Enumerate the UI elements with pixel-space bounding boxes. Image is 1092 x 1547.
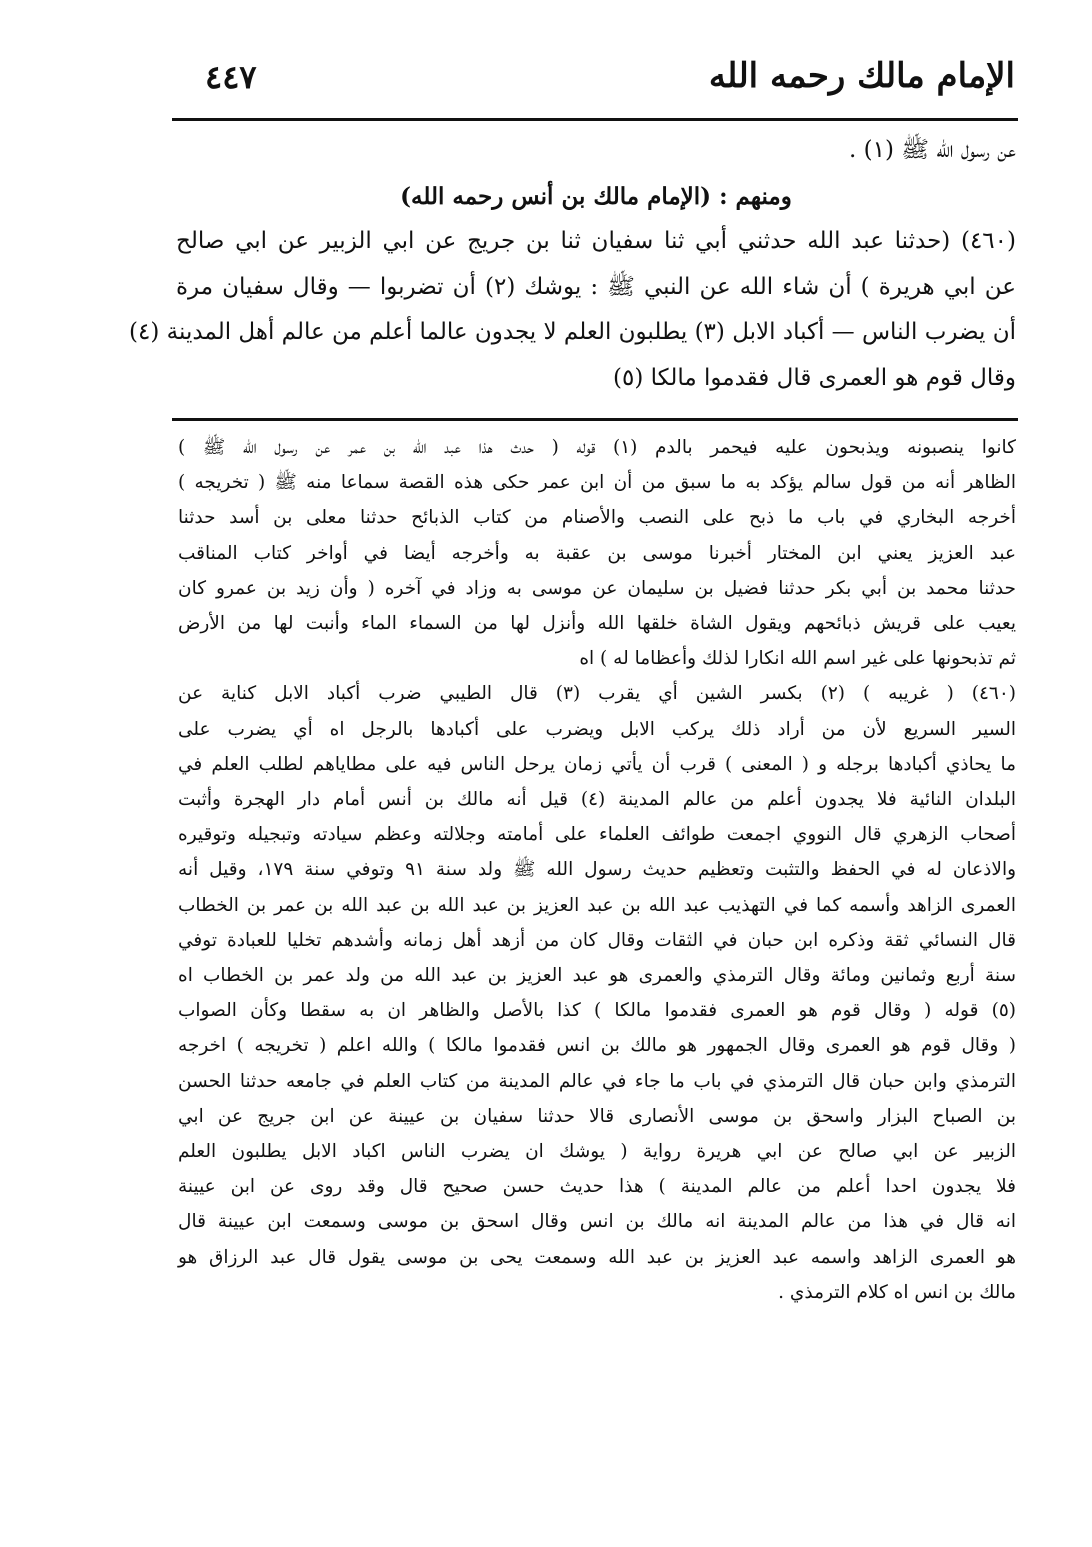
note-line: الظاهر أنه من قول سالم يؤكد به ما سبق من أن ابن عمر حكى هذه القصة سماعا منه ﷺ ( تخريجه ): [178, 472, 1016, 494]
note-line: أخرجه البخاري في باب ما ذبح على النصب والأصنام من كتاب الذبائح حدثنا معلى بن أسد حدثنا: [178, 507, 1016, 529]
note-line: والاذعان له في الحفظ والتثبت وتعظيم حديث رسول الله ﷺ ولد سنة ٩١ وتوفي سنة ١٧٩، وقيل أنه: [178, 859, 1017, 881]
note-line: العمرى الزاهد وأسمه كما في التهذيب عبد الله بن عبد العزيز بن عبد الله بن عبد الله بن عمر بن الخطاب: [178, 894, 1016, 916]
running-title: الإمام مالك رحمه الله: [708, 56, 1015, 96]
note-line: قال النسائي ثقة وذكره ابن حبان في الثقات وقال كان من أزهد أهل زمانه وأشدهم تخليا للعبادة توفي: [178, 929, 1016, 951]
note-line: سنة أربع وثمانين ومائة وقال الترمذي والعمرى هو عبد العزيز بن عبد الله من ولد عمر بن الخطاب اه: [178, 965, 1016, 987]
note-line: هو العمرى الزاهد واسمه عبد العزيز بن عبد الله وسمعت يحى بن موسى يقول قال عبد الرزاق هو: [178, 1246, 1016, 1268]
note-line: (٥) قوله ( وقال قوم هو العمرى فقدموا مالكا ) كذا بالأصل والظاهر ان به سقطا وكأن الصواب: [178, 1000, 1016, 1022]
note-line: السير السريع لأن من أراد ذلك يركب الابل ويضرب على أكبادها بالرجل اه أي يضرب على: [178, 718, 1016, 740]
footnote-divider: [172, 418, 1018, 421]
note-line: الزبير عن ابي صالح عن ابي هريرة رواية ( يوشك ان يضرب الناس اكباد الابل يطلبون العلم: [178, 1141, 1016, 1163]
note-line: ( وقال قوم هو العمرى وقال الجمهور هو مالك بن انس فقدموا مالكا ) والله اعلم ( تخريجه ) اخرجه: [178, 1035, 1016, 1057]
note-line: الترمذي وابن حبان قال الترمذي في باب ما جاء في عالم المدينة من كتاب العلم في جامعه حدثنا الحسن: [178, 1070, 1016, 1092]
note-line: حدثنا محمد بن أبي بكر حدثنا فضيل بن سليمان عن موسى به وزاد في آخره ( وأن زيد بن عمرو كان: [178, 577, 1016, 599]
main-line: أن يضرب الناس — أكباد الابل (٣) يطلبون العلم لا يجدون عالما أعلم من عالم أهل المدينة (٤): [129, 319, 1016, 345]
page-header: [175, 52, 1015, 104]
main-line: وقال قوم هو العمرى قال فقدموا مالكا (٥): [613, 364, 1016, 391]
header-divider: [172, 118, 1018, 121]
section-heading: ومنهم : (الإمام مالك بن أنس رحمه الله): [400, 182, 792, 210]
note-line: بن الصباح البزار واسحق بن موسى الأنصارى قالا حدثنا سفيان بن عيينة عن ابن جريج عن ابي: [178, 1105, 1016, 1127]
note-line: فلا يجدون احدا أعلم من عالم المدينة ) هذا حديث حسن صحيح قال وقد روى عن ابن عيينة: [178, 1176, 1016, 1198]
note-line: يعيب على قريش ذبائحهم ويقول الشاة خلقها الله وأنزل لها من السماء الماء وأنبت لها من الأرض: [178, 613, 1016, 635]
note-line: ما يحاذي أكبادها برجله و ( المعنى ) قرب أن يأتي زمان يرحل الناس فيه على مطاياهم لطلب العلم في: [178, 753, 1016, 775]
note-line: ثم تذبحونها على غير اسم الله انكارا لذلك وأعظاما له ) اه: [579, 648, 1016, 670]
commentary-notes: [178, 430, 1016, 1310]
note-line: كانوا ينصبونه ويذبحون عليه فيحمر بالدم (١) قوله ( حدث هذا عبد الله بن عمر عن رسول الله ﷺ ): [178, 437, 1016, 458]
main-line: عن رسول الله ﷺ (١) .: [848, 137, 1016, 163]
main-line: عن ابي هريرة ) أن شاء الله عن النبي ﷺ : يوشك (٢) أن تضربوا — وقال سفيان مرة: [176, 273, 1016, 300]
main-line: (٤٦٠) (حدثنا عبد الله حدثني أبي ثنا سفيان ثنا بن جريج عن ابي الزبير عن ابي صالح: [176, 228, 1016, 254]
note-line: مالك بن انس اه كلام الترمذي .: [778, 1281, 1016, 1303]
page-number: ٤٤٧: [205, 58, 257, 96]
main-text: [129, 128, 1016, 401]
note-line: البلدان النائية فلا يجدون أعلم من عالم المدينة (٤) قيل أنه مالك بن أنس أمام دار الهجرة وأثبت: [178, 789, 1016, 811]
note-line: أصحاب الزهري قال النووي اجمعت طوائف العلماء على أمامته وجلالته وعظم سيادته وتبجيله وتوقيره: [178, 824, 1016, 846]
note-line: (٤٦٠) ( غريبه ) (٢) بكسر الشين أي يقرب (٣) قال الطيبي ضرب أكباد الابل كناية عن: [178, 683, 1016, 705]
note-line: عبد العزيز يعني ابن المختار أخبرنا موسى بن عقبة به وأخرجه أيضا في أواخر كتاب المناقب: [178, 542, 1016, 564]
note-line: انه قال في هذا من عالم المدينة انه مالك بن انس وقال اسحق بن موسى وسمعت ابن عيينة قال: [178, 1211, 1016, 1233]
